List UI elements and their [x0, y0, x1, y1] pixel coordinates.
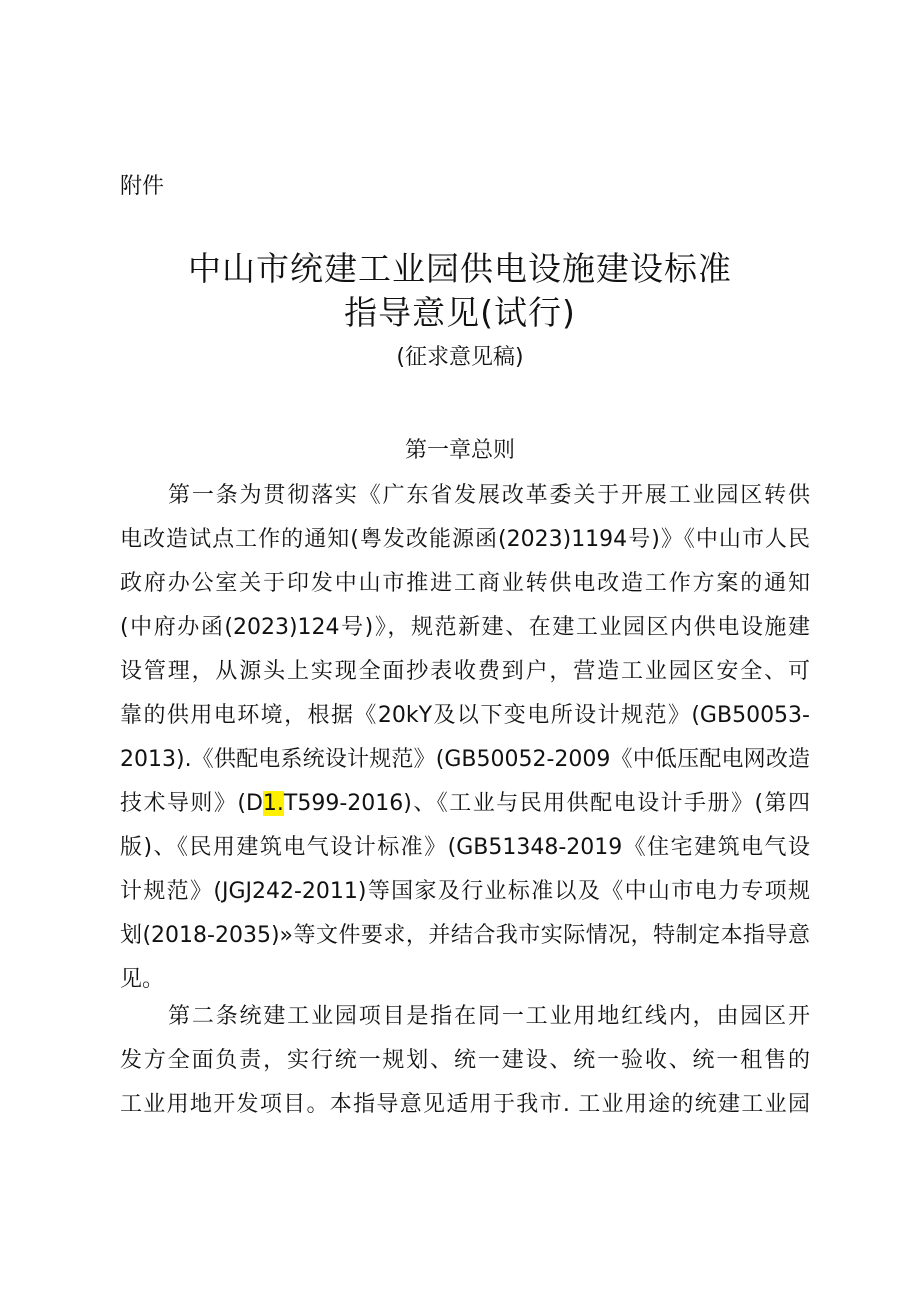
article-2-paragraph	[120, 995, 810, 1127]
document-subtitle: (征求意见稿)	[396, 345, 524, 370]
text-line: 靠的供用电环境，根据《20kY及以下变电所设计规范》(GB50053-	[120, 703, 810, 728]
text-line: 设管理，从源头上实现全面抄表收费到户，营造工业园区安全、可	[120, 659, 810, 684]
text-line: 2013).《供配电系统设计规范》(GB50052-2009《中低压配电网改造	[120, 747, 810, 772]
article-1-paragraph	[120, 474, 810, 1002]
text-line: 计规范》(JGJ242-2011)等国家及行业标准以及《中山市电力专项规	[120, 879, 810, 904]
highlighted-text: 1.	[262, 791, 284, 816]
document-title-line-2: 指导意见(试行)	[344, 293, 576, 332]
document-title-line-1: 中山市统建工业园供电设施建设标准	[188, 249, 732, 288]
text-fragment: T599-2016)、《工业与民用供配电设计手册》(第四	[283, 791, 810, 816]
text-line: 政府办公室关于印发中山市推进工商业转供电改造工作方案的通知	[120, 571, 810, 596]
text-line: 电改造试点工作的通知(粤发改能源函(2023)1194号)》《中山市人民	[120, 527, 810, 552]
text-line: 版)、《民用建筑电气设计标准》(GB51348-2019《住宅建筑电气设	[120, 835, 810, 860]
text-line: 发方全面负责，实行统一规划、统一建设、统一验收、统一租售的	[120, 1048, 810, 1073]
text-line: 第一条为贯彻落实《广东省发展改革委关于开展工业园区转供	[168, 483, 810, 508]
text-fragment: 技术导则》(D	[120, 791, 263, 816]
attachment-label: 附件	[120, 174, 165, 199]
text-line-highlighted	[120, 782, 810, 826]
text-line: 见。	[120, 967, 165, 992]
text-line: (中府办函(2023)124号)》，规范新建、在建工业园区内供电设施建	[120, 615, 810, 640]
text-line: 划(2018-2035)»等文件要求，并结合我市实际情况，特制定本指导意	[120, 923, 810, 948]
text-line: 工业用地开发项目。本指导意见适用于我市. 工业用途的统建工业园	[120, 1092, 810, 1117]
text-line: 第二条统建工业园项目是指在同一工业用地红线内，由园区开	[168, 1004, 810, 1029]
chapter-heading: 第一章总则	[404, 438, 515, 463]
